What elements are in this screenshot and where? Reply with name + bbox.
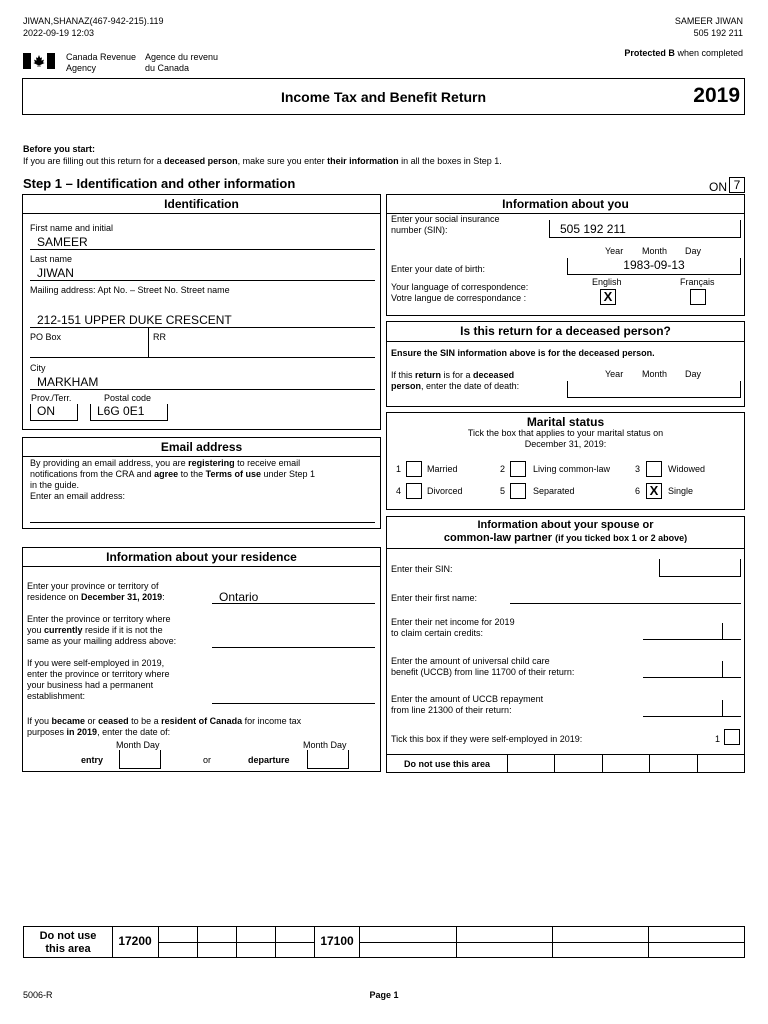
spouse-uccb-input[interactable] bbox=[643, 677, 741, 678]
page-number: Page 1 bbox=[369, 990, 399, 1000]
dob-day-label: Day bbox=[685, 246, 702, 256]
marital-3-num: 3 bbox=[635, 464, 641, 474]
separated-label: Separated bbox=[533, 486, 575, 496]
tax-year: 2019 bbox=[693, 84, 740, 107]
common-law-checkbox[interactable] bbox=[510, 461, 526, 477]
marital-header: Marital status bbox=[526, 415, 605, 429]
identification-header: Identification bbox=[23, 195, 380, 214]
common-law-label: Living common-law bbox=[533, 464, 611, 474]
last-name-value[interactable]: JIWAN bbox=[37, 266, 74, 280]
mailing-address-label: Mailing address: Apt No. – Street No. Street name bbox=[30, 285, 230, 295]
agency-name-en: Canada Revenue Agency bbox=[66, 52, 137, 73]
single-label: Single bbox=[668, 486, 694, 496]
death-date-label: If this return is for a deceased person, enter the date of death: bbox=[391, 370, 520, 391]
form-title: Income Tax and Benefit Return bbox=[280, 89, 487, 105]
form-number: 5006-R bbox=[23, 990, 53, 1000]
language-label: Your language of correspondence: Votre langue de correspondance : bbox=[391, 282, 529, 303]
print-timestamp: 2022-09-19 12:03 bbox=[23, 28, 95, 38]
canada-flag-icon bbox=[23, 53, 55, 69]
spouse-sin-label: Enter their SIN: bbox=[391, 564, 453, 574]
last-name-label: Last name bbox=[30, 254, 73, 264]
bottom-do-not-use-label: Do not use this area bbox=[39, 930, 97, 955]
po-box-label: PO Box bbox=[30, 332, 62, 342]
marital-2-num: 2 bbox=[500, 464, 506, 474]
separated-checkbox[interactable] bbox=[510, 483, 526, 499]
province-code: ON bbox=[709, 180, 727, 194]
entry-date-input[interactable] bbox=[119, 750, 161, 769]
sin-value[interactable]: 505 192 211 bbox=[549, 220, 741, 238]
marital-6-num: 6 bbox=[635, 486, 641, 496]
married-label: Married bbox=[427, 464, 458, 474]
spouse-net-income-label: Enter their net income for 2019 to claim certain credits: bbox=[391, 617, 515, 638]
residence-q2: Enter the province or territory where you currently reside if it is not the same as your mailing address above: bbox=[27, 614, 177, 646]
email-consent-text: By providing an email address, you are registering to receive email notifications from the CRA and agree to the Terms of use under Step 1 in the guide. Enter an email address: bbox=[30, 458, 316, 501]
code-17200: 17200 bbox=[118, 934, 152, 948]
email-header: Email address bbox=[23, 438, 380, 457]
spouse-uccb-repayment-input[interactable] bbox=[643, 716, 741, 717]
residence-q4: If you became or ceased to be a resident of Canada for income tax purposes in 2019, enter the date of: bbox=[27, 716, 302, 737]
dob-label: Enter your date of birth: bbox=[391, 264, 486, 274]
prov-terr-label: Prov./Terr. bbox=[31, 393, 72, 403]
deceased-header: Is this return for a deceased person? bbox=[387, 322, 744, 342]
step1-title: Step 1 – Identification and other information bbox=[23, 176, 296, 191]
residence-q1: Enter your province or territory of residence on December 31, 2019: bbox=[27, 581, 165, 602]
city-label: City bbox=[30, 363, 46, 373]
email-input[interactable] bbox=[30, 522, 375, 523]
before-start-heading: Before you start: bbox=[23, 144, 96, 154]
spouse-first-name-label: Enter their first name: bbox=[391, 593, 478, 603]
deceased-note: Ensure the SIN information above is for the deceased person. bbox=[391, 348, 655, 358]
francais-label: Français bbox=[680, 277, 715, 287]
protected-b-notice: Protected B when completed bbox=[624, 48, 743, 58]
taxpayer-name: SAMEER JIWAN bbox=[674, 16, 743, 26]
province-value[interactable]: ON bbox=[30, 404, 78, 421]
sin-label: Enter your social insurance number (SIN): bbox=[391, 214, 500, 235]
taxpayer-sin: 505 192 211 bbox=[693, 28, 743, 38]
about-you-header: Information about you bbox=[387, 195, 744, 214]
spouse-uccb-repayment-label: Enter the amount of UCCB repayment from line 21300 of their return: bbox=[391, 694, 544, 715]
spouse-self-employed-label: Tick this box if they were self-employed in 2019: bbox=[391, 734, 583, 744]
entry-label: entry bbox=[81, 755, 104, 765]
single-checkbox[interactable]: X bbox=[646, 483, 662, 499]
death-day-label: Day bbox=[685, 369, 702, 379]
married-checkbox[interactable] bbox=[406, 461, 422, 477]
mailing-address-value[interactable]: 212-151 UPPER DUKE CRESCENT bbox=[37, 313, 232, 327]
francais-checkbox[interactable] bbox=[690, 289, 706, 305]
spouse-header: Information about your spouse or common-law partner (if you ticked box 1 or 2 above) bbox=[443, 519, 688, 544]
dob-value[interactable]: 1983-09-13 bbox=[567, 258, 741, 275]
current-residence-input[interactable] bbox=[212, 647, 375, 648]
widowed-checkbox[interactable] bbox=[646, 461, 662, 477]
code-17100: 17100 bbox=[320, 934, 354, 948]
postal-code-label: Postal code bbox=[104, 393, 152, 403]
residence-header: Information about your residence bbox=[23, 548, 380, 567]
title-box bbox=[22, 78, 745, 115]
spouse-sin-input[interactable] bbox=[659, 559, 741, 577]
first-name-label: First name and initial bbox=[30, 223, 114, 233]
spouse-self-employed-checkbox[interactable] bbox=[724, 729, 740, 745]
marital-subtitle: Tick the box that applies to your marital status on December 31, 2019: bbox=[467, 428, 664, 449]
death-date-input[interactable] bbox=[567, 381, 741, 398]
dob-month-label: Month bbox=[642, 246, 668, 256]
death-month-label: Month bbox=[642, 369, 668, 379]
spouse-self-employed-num: 1 bbox=[715, 734, 721, 744]
entry-month-day-label: Month Day bbox=[116, 740, 160, 750]
marital-5-num: 5 bbox=[500, 486, 506, 496]
business-province-input[interactable] bbox=[212, 703, 375, 704]
departure-label: departure bbox=[248, 755, 290, 765]
dob-year-label: Year bbox=[605, 246, 624, 256]
spouse-do-not-use-label: Do not use this area bbox=[403, 759, 491, 769]
first-name-value[interactable]: SAMEER bbox=[37, 235, 88, 249]
city-value[interactable]: MARKHAM bbox=[37, 375, 99, 389]
or-label: or bbox=[203, 755, 212, 765]
marital-1-num: 1 bbox=[396, 464, 402, 474]
departure-month-day-label: Month Day bbox=[303, 740, 347, 750]
divorced-checkbox[interactable] bbox=[406, 483, 422, 499]
widowed-label: Widowed bbox=[668, 464, 706, 474]
agency-name-fr: Agence du revenu du Canada bbox=[145, 52, 219, 73]
death-year-label: Year bbox=[605, 369, 624, 379]
spouse-first-name-input[interactable] bbox=[510, 603, 741, 604]
residence-province-value[interactable]: Ontario bbox=[219, 590, 259, 604]
rr-label: RR bbox=[153, 332, 166, 342]
province-number: 7 bbox=[729, 177, 745, 193]
english-label: English bbox=[592, 277, 622, 287]
divorced-label: Divorced bbox=[427, 486, 463, 496]
residence-q3: If you were self-employed in 2019, enter the province or territory where your business had a permanent establishment: bbox=[27, 658, 170, 701]
postal-code-value[interactable]: L6G 0E1 bbox=[90, 404, 168, 421]
marital-4-num: 4 bbox=[396, 486, 402, 496]
english-checkbox[interactable]: X bbox=[600, 289, 616, 305]
departure-date-input[interactable] bbox=[307, 750, 349, 769]
before-start-text: If you are filling out this return for a deceased person, make sure you enter their information in all the boxes in Step 1. bbox=[23, 156, 502, 166]
spouse-net-income-input[interactable] bbox=[643, 639, 741, 640]
client-id: JIWAN,SHANAZ(467-942-215).119 bbox=[23, 16, 164, 26]
spouse-uccb-label: Enter the amount of universal child care benefit (UCCB) from line 11700 of their return: bbox=[391, 656, 575, 677]
